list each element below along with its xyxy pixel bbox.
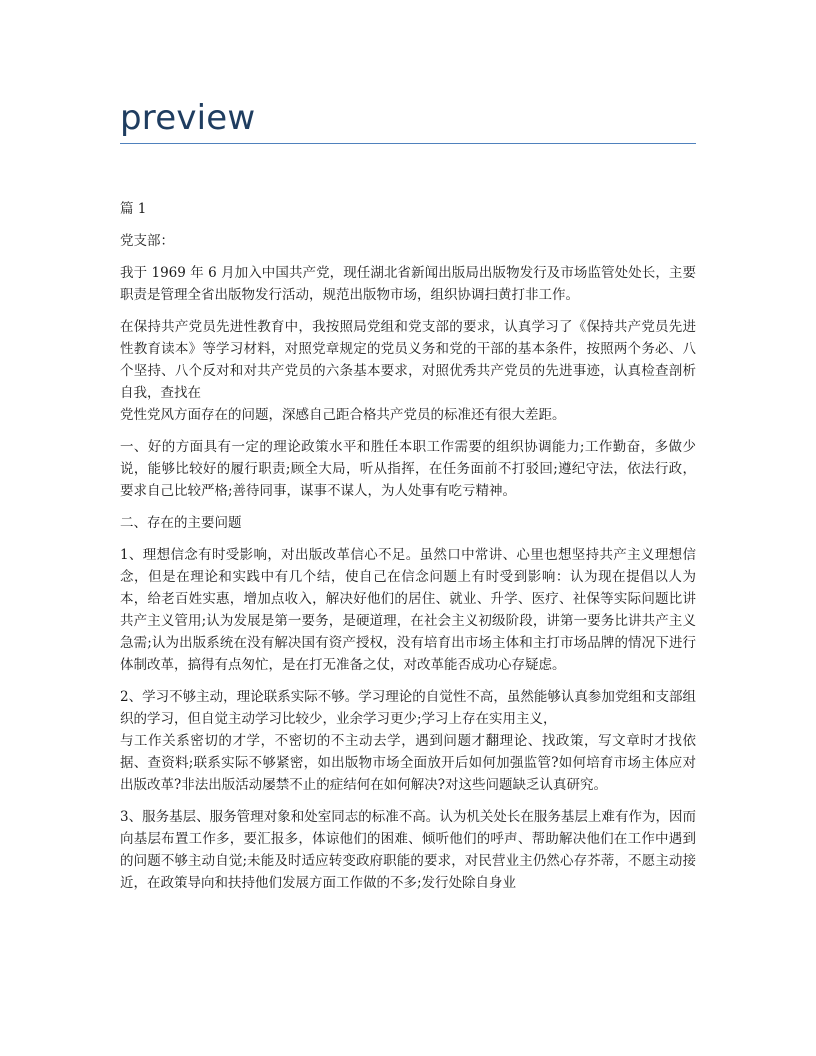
body-paragraph: 一、好的方面具有一定的理论政策水平和胜任本职工作需要的组织协调能力;工作勤奋，多做少说，能够比较好的履行职责;顾全大局，听从指挥，在任务面前不打驳回;遵纪守法，依法行政，要求自己比较严格;善待同事，谋事不谋人，为人处事有吃亏精神。 (120, 439, 696, 499)
salutation: 党支部： (120, 233, 174, 249)
section-heading: 篇 1 (120, 201, 147, 217)
body-paragraph: 在保持共产党员先进性教育中，我按照局党组和党支部的要求，认真学习了《保持共产党员先进性教育读本》等学习材料，对照党章规定的党员义务和党的干部的基本条件，按照两个务必、八个坚持、八个反对和对共产党员的六条基本要求，对照优秀共产党员的先进事迹，认真检查剖析自我，查找在 党性党风方面存在的问题，深感自己距合格共产党员的标准还有很大差距。 (120, 319, 696, 423)
body-paragraph: 1、理想信念有时受影响，对出版改革信心不足。虽然口中常讲、心里也想坚持共产主义理想信念，但是在理论和实践中有几个结，使自己在信念问题上有时受到影响：认为现在提倡以人为本，给老百姓实惠，增加点收入，解决好他们的居住、就业、升学、医疗、社保等实际问题比讲共产主义管用;认为发展是第一要务，是硬道理，在社会主义初级阶段，讲第一要务比讲共产主义急需;认为出版系统在没有解决国有资产授权，没有培育出市场主体和主打市场品牌的情况下进行体制改革，搞得有点匆忙，是在打无准备之仗，对改革能否成功心存疑虑。 (120, 547, 696, 673)
body-paragraph: 我于 1969 年 6 月加入中国共产党，现任湖北省新闻出版局出版物发行及市场监管处处长，主要职责是管理全省出版物发行活动，规范出版物市场，组织协调扫黄打非工作。 (120, 265, 696, 303)
subsection-heading: 二、存在的主要问题 (120, 515, 242, 531)
title-divider (120, 143, 696, 144)
document-body (120, 198, 696, 904)
body-paragraph: 2、学习不够主动，理论联系实际不够。学习理论的自觉性不高，虽然能够认真参加党组和支部组织的学习，但自觉主动学习比较少，业余学习更少;学习上存在实用主义， 与工作关系密切的才学，不密切的不主动去学，遇到问题才翻理论、找政策，写文章时才找依据、查资料;联系实际不够紧密，如出版物市场全面放开后如何加强监管?如何培育市场主体应对出版改革?非法出版活动屡禁不止的症结何在如何解决?对这些问题缺乏认真研究。 (120, 689, 696, 793)
body-paragraph: 3、服务基层、服务管理对象和处室同志的标准不高。认为机关处长在服务基层上难有作为，因而向基层布置工作多，要汇报多，体谅他们的困难、倾听他们的呼声、帮助解决他们在工作中遇到的问题不够主动自觉;未能及时适应转变政府职能的要求，对民营业主仍然心存芥蒂，不愿主动接近，在政策导向和扶持他们发展方面工作做的不多;发行处除自身业 (120, 809, 696, 891)
page-title: preview (120, 98, 256, 138)
